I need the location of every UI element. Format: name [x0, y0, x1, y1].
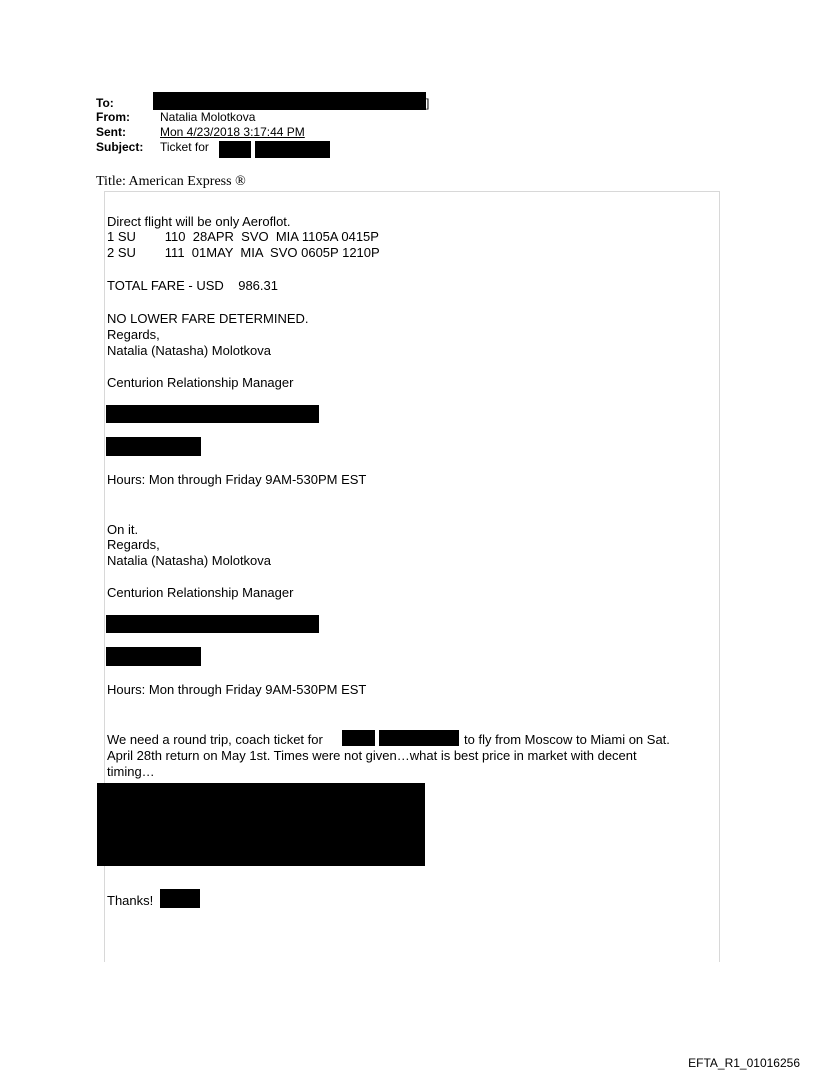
redaction-signature-2b: [106, 647, 201, 666]
total-fare: TOTAL FARE - USD 986.31: [107, 278, 278, 293]
redaction-signature-2a: [106, 615, 319, 633]
flight-line-2: 2 SU 111 01MAY MIA SVO 0605P 1210P: [107, 245, 380, 260]
document-id-footer: EFTA_R1_01016256: [688, 1056, 800, 1070]
message2-hours: Hours: Mon through Friday 9AM-530PM EST: [107, 682, 367, 697]
redaction-name-2: [379, 730, 459, 746]
redaction-subject-2: [255, 141, 330, 158]
redaction-signature-1a: [106, 405, 319, 423]
message3-thanks: Thanks!: [107, 893, 154, 908]
redaction-thanks-name: [160, 889, 200, 908]
message1-signature-title: Centurion Relationship Manager: [107, 375, 294, 390]
subject-label: Subject:: [96, 140, 144, 154]
message3-line3: timing…: [107, 764, 155, 779]
message3-line1-suffix: to fly from Moscow to Miami on Sat.: [464, 732, 670, 747]
subject-value: Ticket for: [160, 140, 209, 154]
message2-signature-name: Natalia (Natasha) Molotkova: [107, 553, 272, 568]
document-title: Title: American Express ®: [96, 174, 246, 189]
flight-line-1: 1 SU 110 28APR SVO MIA 1105A 0415P: [107, 229, 379, 244]
message3-line2: April 28th return on May 1st. Times were not given…what is best price in market with decent: [107, 748, 637, 763]
to-suffix: ]: [426, 96, 430, 110]
message2-signature-title: Centurion Relationship Manager: [107, 585, 294, 600]
no-lower-fare: NO LOWER FARE DETERMINED.: [107, 311, 309, 326]
redaction-to: [153, 92, 426, 110]
message1-regards: Regards,: [107, 327, 160, 342]
message2-regards: Regards,: [107, 537, 160, 552]
redaction-name-1: [342, 730, 375, 746]
sent-value: Mon 4/23/2018 3:17:44 PM: [160, 125, 305, 139]
message3-line1-prefix: We need a round trip, coach ticket for: [107, 732, 323, 747]
from-value: Natalia Molotkova: [160, 110, 256, 124]
redaction-block: [97, 783, 425, 866]
message1-signature-name: Natalia (Natasha) Molotkova: [107, 343, 272, 358]
redaction-signature-1b: [106, 437, 201, 456]
to-label: To:: [96, 96, 114, 110]
message1-intro: Direct flight will be only Aeroflot.: [107, 214, 291, 229]
sent-label: Sent:: [96, 125, 126, 139]
message2-text: On it.: [107, 522, 139, 537]
redaction-subject-1: [219, 141, 251, 158]
message1-hours: Hours: Mon through Friday 9AM-530PM EST: [107, 472, 367, 487]
from-label: From:: [96, 110, 130, 124]
